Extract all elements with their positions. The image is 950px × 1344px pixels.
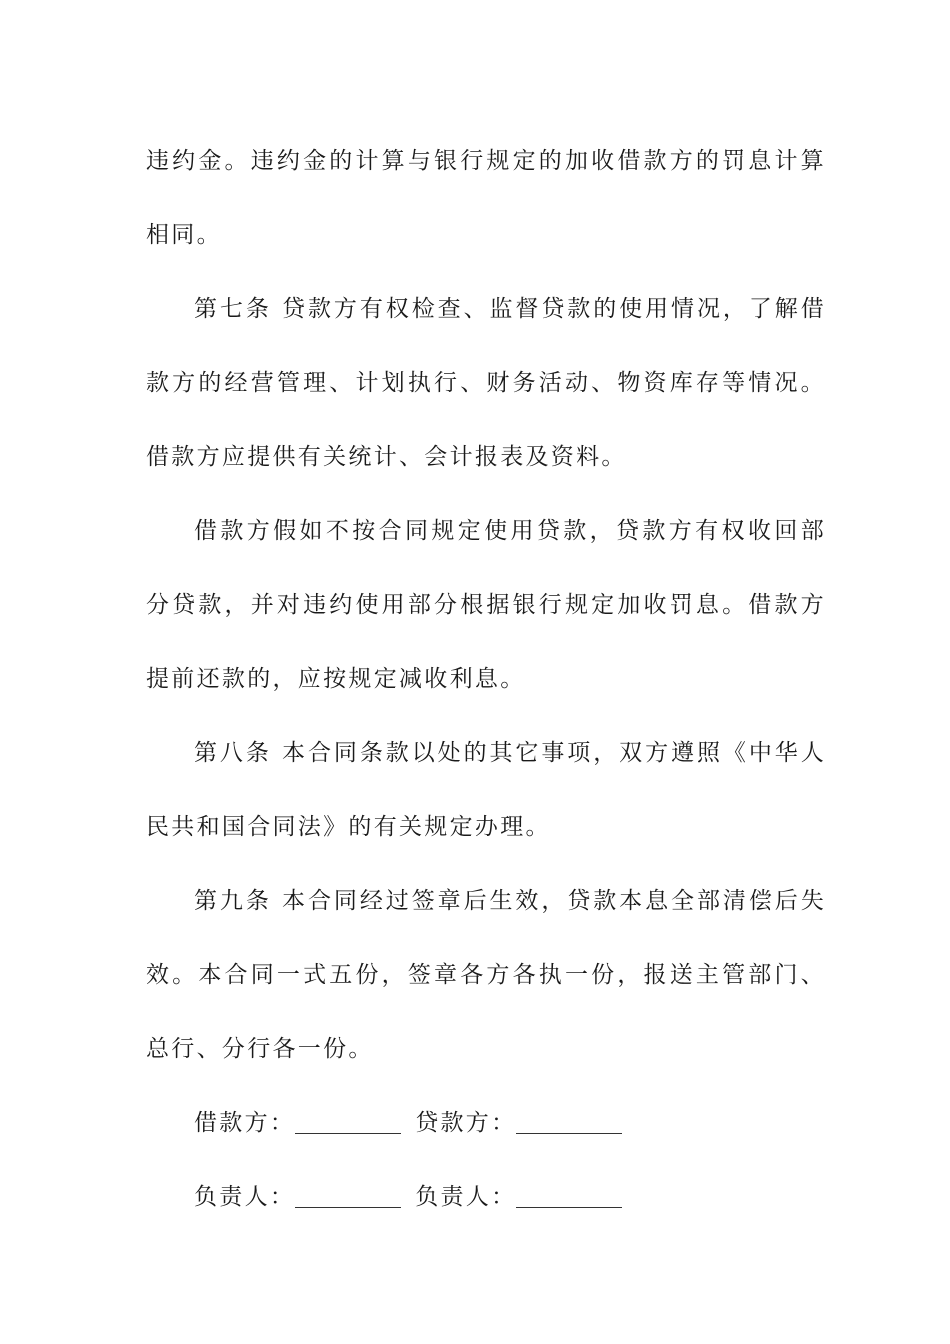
lender-signature-line [516,1113,622,1134]
borrower-representative-label: 负责人： [194,1184,296,1210]
lender-representative-line [516,1187,622,1208]
paragraph-article-9: 第九条 本合同经过签章后生效，贷款本息全部清偿后失效。本合同一式五份，签章各方各执一份，报送主管部门、总行、分行各一份。 [146,888,826,1062]
paragraph-article-7: 第七条 贷款方有权检查、监督贷款的使用情况，了解借款方的经营管理、计划执行、财务活动、物资库存等情况。借款方应提供有关统计、会计报表及资料。 [146,296,826,470]
paragraph-penalty-continuation: 违约金。违约金的计算与银行规定的加收借款方的罚息计算相同。 [146,148,826,248]
paragraph-misuse-of-loan: 借款方假如不按合同规定使用贷款，贷款方有权收回部分贷款，并对违约使用部分根据银行规定加收罚息。借款方提前还款的，应按规定减收利息。 [146,518,826,692]
paragraph-article-8: 第八条 本合同条款以处的其它事项，双方遵照《中华人民共和国合同法》的有关规定办理。 [146,740,826,840]
borrower-representative-line [295,1187,401,1208]
signature-row-parties [146,1086,826,1160]
lender-representative-label: 负责人： [415,1184,517,1210]
borrower-signature-line [295,1113,401,1134]
borrower-label: 借款方： [194,1110,296,1136]
signature-row-representatives [146,1160,826,1234]
document-page [146,124,826,1234]
lender-label: 贷款方： [415,1110,517,1136]
